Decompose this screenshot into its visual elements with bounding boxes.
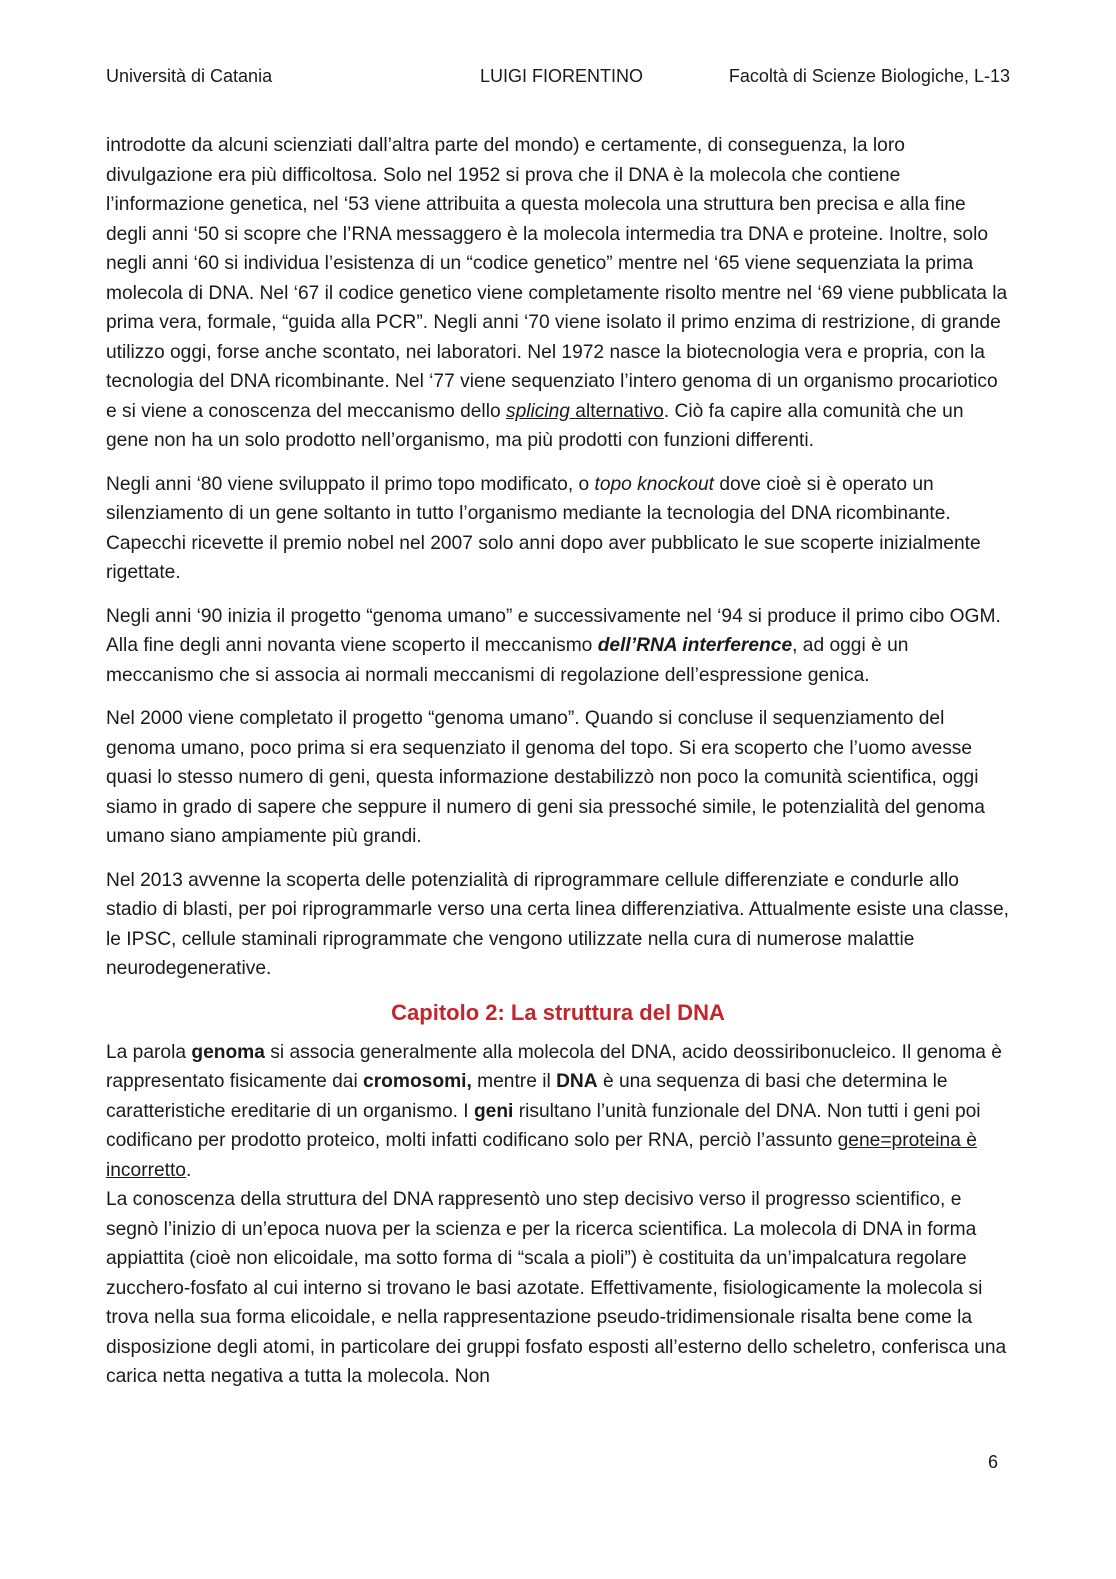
page-body	[106, 131, 1010, 1392]
chapter-title: Capitolo 2: La struttura del DNA	[391, 999, 725, 1025]
paragraph-dna-structure: La conoscenza della struttura del DNA rappresentò uno step decisivo verso il progresso scientifico, e segnò l’inizio di un’epoca nuova per la scienza e per la ricerca scientifica. La molecola di DNA in forma appiattita (cioè non elicoidale, ma sotto forma di “scala a pioli”) è costituita da un’impalcatura regolare zucchero-fosfato al cui interno si trovano le basi azotate. Effettivamente, fisiologicamente la molecola si trova nella sua forma elicoidale, e nella rappresentazione pseudo-tridimensionale risalta bene come la disposizione degli atomi, in particolare dei gruppi fosfato esposti all’esterno dello scheletro, conferisca una carica netta negativa a tutta la molecola. Non	[106, 1189, 1007, 1387]
paragraph-history-5: Nel 2013 avvenne la scoperta delle potenzialità di riprogrammare cellule differenziate e condurle allo stadio di blasti, per poi riprogrammarle verso una certa linea differenziativa. Attualmente esiste una classe, le IPSC, cellule staminali riprogrammate che vengono utilizzate nella cura di numerose malattie neurodegenerative.	[106, 869, 1009, 979]
gene-proteina-statement: gene=proteina è incorretto	[106, 1130, 977, 1181]
page-number: 6	[988, 1452, 999, 1472]
term-cromosomi: cromosomi,	[363, 1071, 472, 1092]
header-author: LUIGI FIORENTINO	[480, 66, 644, 86]
rna-interference-term: dell’RNA interference	[597, 635, 793, 656]
topo-knockout-term: topo knockout	[594, 473, 714, 495]
paragraph-history-4: Nel 2000 viene completato il progetto “genoma umano”. Quando si concluse il sequenziamento del genoma umano, poco prima si era sequenziato il genoma del topo. Si era scoperto che l’uomo avesse quasi lo stesso numero di geni, questa informazione destabilizzò non poco la comunità scientifica, oggi siamo in grado di sapere che seppure il numero di geni sia pressoché simile, le potenzialità del genoma umano siano ampiamente più grandi.	[106, 708, 985, 847]
header-faculty: Facoltà di Scienze Biologiche, L-13	[728, 66, 1010, 86]
paragraph-history-3: Negli anni ‘90 inizia il progetto “genoma umano” e successivamente nel ‘94 si produce il primo cibo OGM. Alla fine degli anni novanta viene scoperto il meccanismo dell’RNA interference, ad oggi è un meccanismo che si associa ai normali meccanismi di regolazione dell’espressione genica.	[106, 605, 1001, 686]
term-geni: geni	[473, 1100, 514, 1122]
page-header	[106, 66, 1010, 92]
splicing-term: splicing alternativo	[505, 400, 664, 422]
term-genoma: genoma	[191, 1041, 265, 1063]
paragraph-history-2: Negli anni ‘80 viene sviluppato il primo topo modificato, o topo knockout dove cioè si è operato un silenziamento di un gene soltanto in tutto l’organismo mediante la tecnologia del DNA ricombinante. Capecchi ricevette il premio nobel nel 2007 solo anni dopo aver pubblicato le sue scoperte inizialmente rigettate.	[106, 473, 981, 583]
header-university: Università di Catania	[106, 66, 273, 86]
paragraph-history-1: introdotte da alcuni scienziati dall’altra parte del mondo) e certamente, di conseguenza, la loro divulgazione era più difficoltosa. Solo nel 1952 si prova che il DNA è la molecola che contiene l’informazione genetica, nel ‘53 viene attribuita a questa molecola una struttura ben precisa e alla fine degli anni ‘50 si scopre che l’RNA messaggero è la molecola intermedia tra DNA e proteine. Inoltre, solo negli anni ‘60 si individua l’esistenza di un “codice genetico” mentre nel ‘65 viene sequenziata la prima molecola di DNA. Nel ‘67 il codice genetico viene completamente risolto mentre nel ‘69 viene pubblicata la prima vera, formale, “guida alla PCR”. Negli anni ‘70 viene isolato il primo enzima di restrizione, di grande utilizzo oggi, forse anche scontato, nei laboratori. Nel 1972 nasce la biotecnologia vera e propria, con la tecnologia del DNA ricombinante. Nel ‘77 viene sequenziato l’intero genoma di un organismo procariotico e si viene a conoscenza del meccanismo dello splicing alternativo. Ciò fa capire alla comunità che un gene non ha un solo prodotto nell’organismo, ma più prodotti con funzioni differenti.	[106, 135, 1008, 451]
term-dna: DNA	[556, 1071, 598, 1092]
paragraph-genome: La parola genoma si associa generalmente alla molecola del DNA, acido deossiribonucleico. Il genoma è rappresentato fisicamente dai cromosomi, mentre il DNA è una sequenza di basi che determina le caratteristiche ereditarie di un organismo. I geni risultano l’unità funzionale del DNA. Non tutti i geni poi codificano per prodotto proteico, molti infatti codificano solo per RNA, perciò l’assunto gene=proteina è incorretto.	[106, 1041, 1002, 1181]
